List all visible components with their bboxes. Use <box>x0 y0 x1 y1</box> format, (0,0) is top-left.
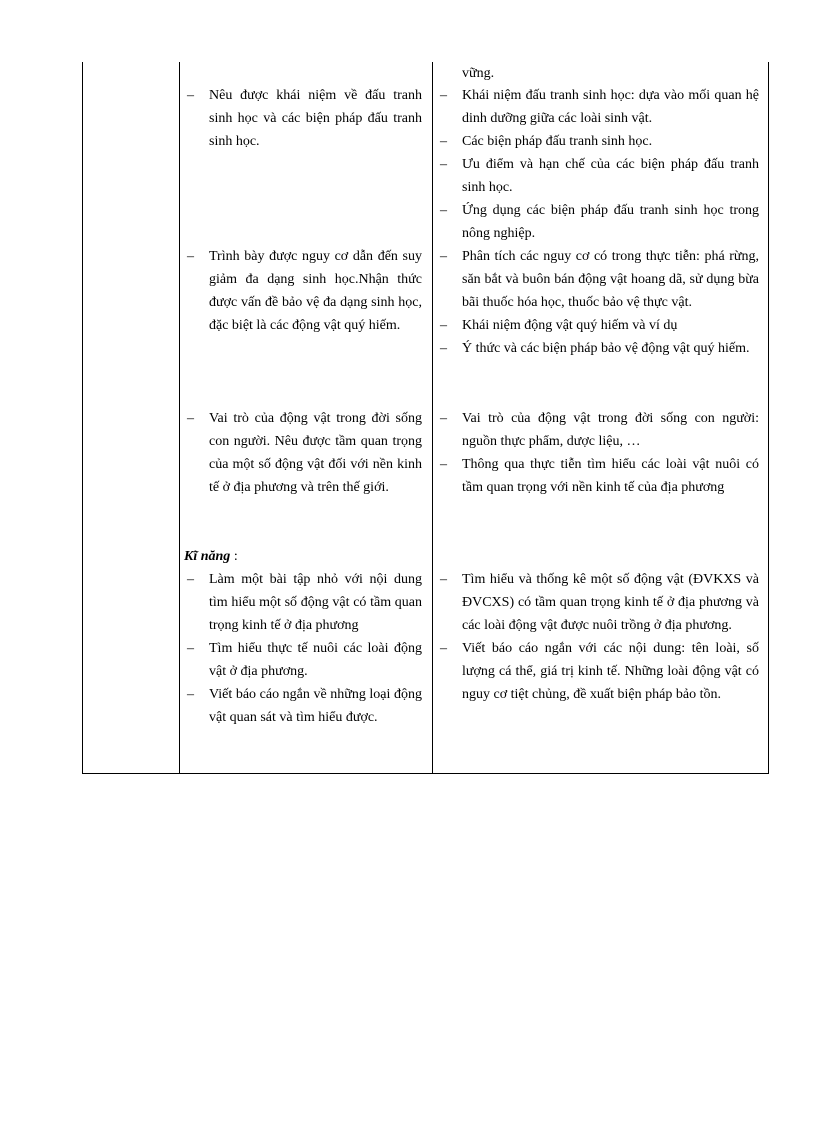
list-item: – Ý thức và các biện pháp bảo vệ động vật quý hiếm. <box>437 337 759 360</box>
bullet-dash: – <box>440 203 447 218</box>
list-item: – Thông qua thực tiễn tìm hiểu các loài vật nuôi có tầm quan trọng với nền kinh tế của địa phương <box>437 453 759 499</box>
list-item: – Khái niệm động vật quý hiếm và ví dụ <box>437 314 759 337</box>
bullet-dash: – <box>440 249 447 264</box>
bullet-dash: – <box>440 88 447 103</box>
bullet-dash: – <box>440 341 447 356</box>
bullet-dash: – <box>440 134 447 149</box>
list-item: – Tìm hiểu và thống kê một số động vật (ĐVKXS và ĐVCXS) có tầm quan trọng kinh tế ở địa phương và các loài động vật được nuôi trồng ở địa phương. <box>437 568 759 637</box>
content-block-1 <box>437 84 759 245</box>
curriculum-table <box>82 62 769 774</box>
bullet-dash: – <box>440 457 447 472</box>
bullet-dash: – <box>187 572 194 587</box>
list-item: – Ứng dụng các biện pháp đấu tranh sinh học trong nông nghiệp. <box>437 199 759 245</box>
list-item: – Làm một bài tập nhỏ với nội dung tìm hiểu một số động vật có tầm quan trọng kinh tế ở địa phương <box>184 568 422 637</box>
content-block-3 <box>437 407 759 499</box>
bullet-dash: – <box>440 157 447 172</box>
column-divider-1 <box>179 62 180 773</box>
list-item: – Tìm hiểu thực tế nuôi các loài động vật ở địa phương. <box>184 637 422 683</box>
bullet-dash: – <box>440 572 447 587</box>
content-block-4 <box>437 568 759 706</box>
list-item: – Nêu được khái niệm về đấu tranh sinh học và các biện pháp đấu tranh sinh học. <box>184 84 422 153</box>
list-item: – Viết báo cáo ngắn với các nội dung: tên loài, số lượng cá thể, giá trị kinh tế. Những loài động vật có nguy cơ tiệt chủng, đề xuất biện pháp bảo tồn. <box>437 637 759 706</box>
content-block-2 <box>437 245 759 360</box>
bullet-dash: – <box>187 641 194 656</box>
list-item: – Khái niệm đấu tranh sinh học: dựa vào mối quan hệ dinh dưỡng giữa các loài sinh vật. <box>437 84 759 130</box>
bullet-dash: – <box>187 411 194 426</box>
bullet-dash: – <box>187 249 194 264</box>
bullet-dash: – <box>440 641 447 656</box>
objective-block-4 <box>184 568 422 729</box>
bullet-dash: – <box>187 687 194 702</box>
skills-heading: Kĩ năng : <box>184 549 238 564</box>
list-item: – Ưu điểm và hạn chế của các biện pháp đấu tranh sinh học. <box>437 153 759 199</box>
bullet-dash: – <box>440 318 447 333</box>
continued-text: vững. <box>462 66 495 81</box>
bullet-dash: – <box>440 411 447 426</box>
list-item: – Các biện pháp đấu tranh sinh học. <box>437 130 759 153</box>
list-item: – Trình bày được nguy cơ dẫn đến suy giảm đa dạng sinh học.Nhận thức được vấn đề bảo vệ đa dạng sinh học, đặc biệt là các động vật quý hiếm. <box>184 245 422 337</box>
list-item: – Vai trò của động vật trong đời sống con người: nguồn thực phẩm, dược liệu, … <box>437 407 759 453</box>
column-divider-2 <box>432 62 433 773</box>
objective-block-2 <box>184 245 422 337</box>
list-item: – Vai trò của động vật trong đời sống con người. Nêu được tầm quan trọng của một số động vật đối với nền kinh tế ở địa phương và trên thế giới. <box>184 407 422 499</box>
bullet-dash: – <box>187 88 194 103</box>
objective-block-1 <box>184 84 422 153</box>
list-item: – Phân tích các nguy cơ có trong thực tiễn: phá rừng, săn bắt và buôn bán động vật hoang dã, sử dụng bừa bãi thuốc hóa học, thuốc bảo vệ thực vật. <box>437 245 759 314</box>
list-item: – Viết báo cáo ngắn về những loại động vật quan sát và tìm hiểu được. <box>184 683 422 729</box>
objective-block-3 <box>184 407 422 499</box>
